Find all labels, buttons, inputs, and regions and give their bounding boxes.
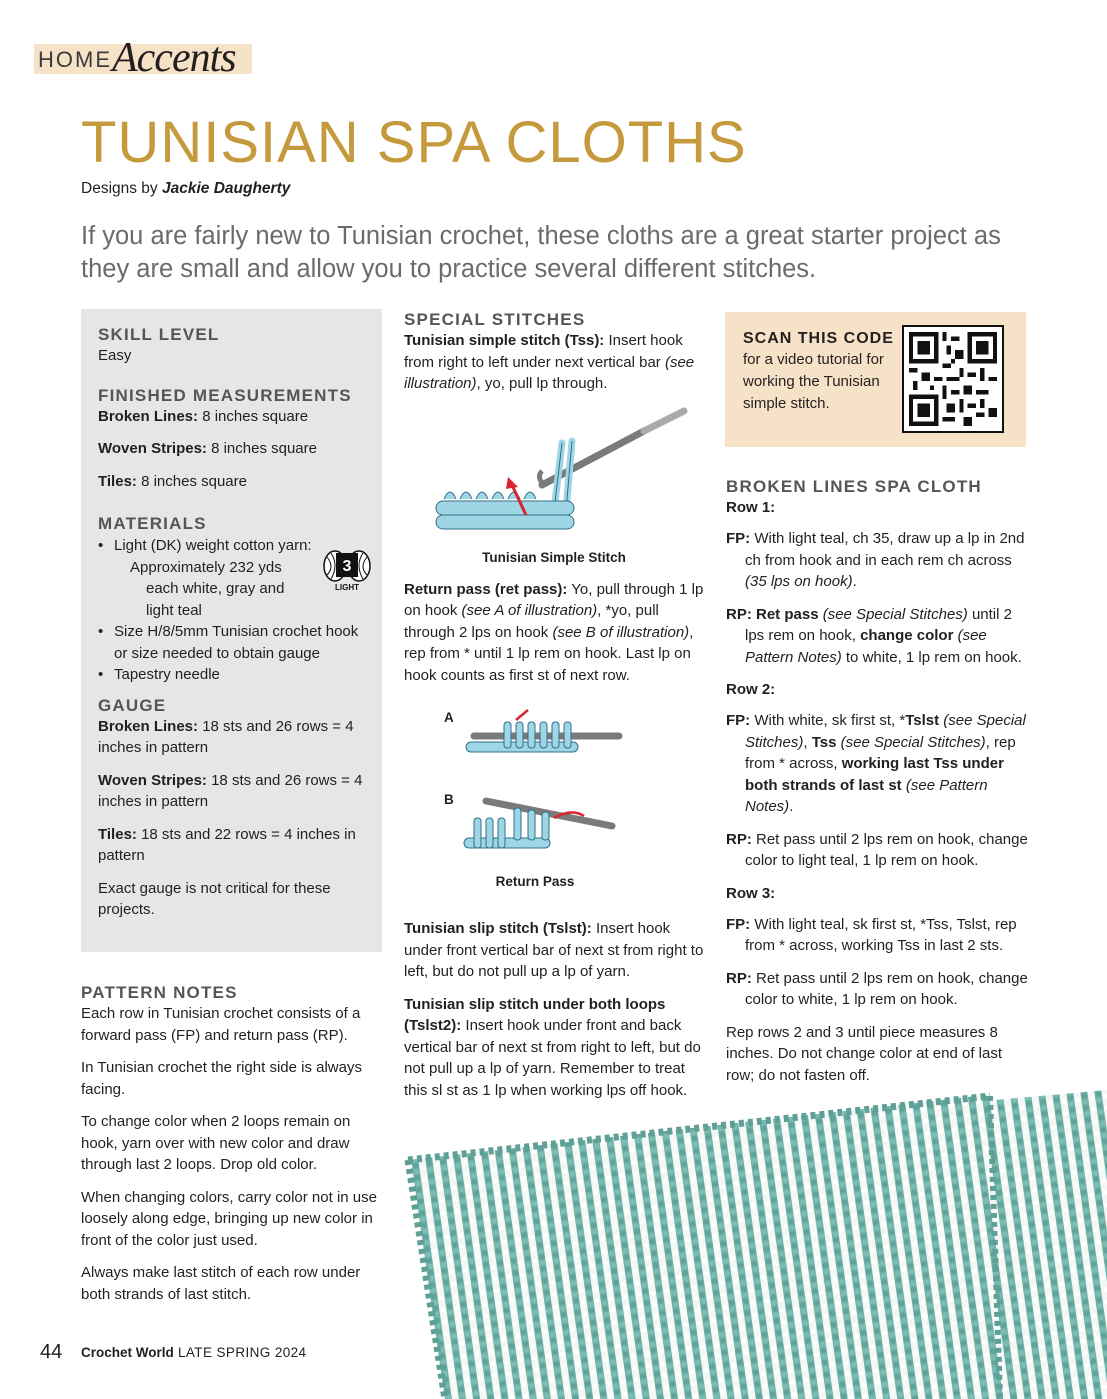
pass-text: , rep from * across, bbox=[745, 733, 1016, 772]
ret-illustration bbox=[404, 706, 704, 918]
cloth-photo bbox=[400, 1080, 1107, 1399]
section-home-label: HOME bbox=[38, 47, 112, 72]
page-number: 44 bbox=[40, 1341, 63, 1363]
repeat-instruction: Rep rows 2 and 3 until piece measures 8 inches. Do not change color at end of last row; do not fasten off. bbox=[726, 1023, 1003, 1084]
tss-caption: Tunisian Simple Stitch bbox=[482, 549, 626, 565]
gauge-value: 18 sts and 26 rows = 4 inches in pattern bbox=[98, 771, 363, 810]
note-paragraph: When changing colors, carry color not in use loosely along edge, bringing up new color in front of the color just used. bbox=[81, 1188, 377, 1249]
stitch-ref: (see B of illustration) bbox=[552, 623, 690, 641]
ret-label-b: B bbox=[444, 792, 454, 807]
pass-text: With light teal, ch 35, draw up a lp in 2nd ch from hook and in each rem ch across bbox=[745, 530, 1025, 569]
gauge-item bbox=[98, 716, 366, 759]
stitch-text: Insert hook under front vertical bar of next st from right to left, but do not pull up a lp of yarn. bbox=[404, 920, 704, 980]
pass-text: Ret pass until 2 lps rem on hook, change color to white, 1 lp rem on hook. bbox=[745, 969, 1028, 1008]
gauge-heading: GAUGE bbox=[98, 695, 167, 715]
pass-text: Ret pass until 2 lps rem on hook, change color to light teal, 1 lp rem on hook. bbox=[745, 830, 1028, 869]
ret-definition bbox=[404, 579, 704, 687]
hook-line: or size needed to obtain gauge bbox=[114, 644, 320, 662]
measurement-item bbox=[98, 471, 366, 493]
row-1-rp bbox=[726, 604, 1028, 669]
measurements-heading: FINISHED MEASUREMENTS bbox=[98, 385, 352, 405]
stitch-text: , yo, pull lp through. bbox=[476, 375, 608, 392]
pass-ref: (see Special Stitches) bbox=[745, 712, 1026, 751]
designer-prefix: Designs by bbox=[81, 180, 162, 197]
pass-label: RP: bbox=[726, 969, 752, 987]
yarn-weight-number: 3 bbox=[342, 558, 352, 575]
pass-bold: Tslst bbox=[905, 712, 940, 729]
pass-bold: Tss bbox=[811, 733, 837, 751]
row-3-fp bbox=[726, 914, 1028, 957]
stitch-ref: (see illustration) bbox=[404, 353, 695, 392]
pass-ref: (see Special Stitches) bbox=[836, 733, 986, 751]
measurement-value: 8 inches square bbox=[206, 440, 317, 457]
row-2-heading: Row 2: bbox=[726, 681, 776, 698]
tss-illustration bbox=[404, 403, 704, 558]
note-paragraph: To change color when 2 loops remain on hook, yarn over with new color and draw through last 2 loops. Drop old color. bbox=[81, 1113, 351, 1173]
special-stitches bbox=[404, 310, 704, 1101]
yarn-line: • Light (DK) weight cotton yarn: bbox=[114, 537, 312, 554]
list-item bbox=[98, 621, 366, 664]
pass-text: until 2 lps rem on hook, bbox=[745, 605, 1012, 644]
gauge-label: Broken Lines: bbox=[98, 717, 199, 735]
ret-label-a: A bbox=[444, 710, 454, 725]
row-1-fp bbox=[726, 528, 1028, 593]
stitch-term: Tunisian slip stitch (Tslst): bbox=[404, 920, 592, 937]
broken-lines-section bbox=[726, 477, 1028, 1086]
magazine-name: Crochet World bbox=[81, 1345, 174, 1360]
stitch-term: Tunisian simple stitch (Tss): bbox=[404, 332, 605, 349]
hook-line: • Size H/8/5mm Tunisian crochet hook bbox=[114, 623, 359, 640]
measurement-value: 8 inches square bbox=[198, 407, 309, 425]
broken-lines-heading: BROKEN LINES SPA CLOTH bbox=[726, 477, 982, 496]
yarn-line: Approximately 232 yds bbox=[130, 558, 282, 576]
measurement-label: Broken Lines: bbox=[98, 407, 199, 425]
stitch-text: , rep from * until 1 lp rem on hook. Last lp on hook counts as first st of next row. bbox=[404, 623, 694, 684]
designer-name: Jackie Daugherty bbox=[161, 180, 291, 197]
tss-definition bbox=[404, 330, 704, 395]
pass-text: . bbox=[789, 798, 794, 815]
stitch-term: Tunisian slip stitch under both loops (Tslst2): bbox=[404, 995, 666, 1034]
skill-level-value: Easy bbox=[98, 347, 132, 364]
stitch-text: , *yo, pull through 2 lps on hook bbox=[404, 602, 659, 641]
gauge-item bbox=[98, 824, 366, 867]
measurement-label: Tiles: bbox=[98, 472, 137, 490]
skill-level-heading: SKILL LEVEL bbox=[98, 325, 220, 344]
intro-text: If you are fairly new to Tunisian crochet, these cloths are a great starter project as they are small and allow you to practice several different stitches. bbox=[81, 222, 1001, 283]
qr-box bbox=[725, 312, 1026, 447]
section-accents-label: Accents bbox=[112, 35, 236, 81]
row-3-rp bbox=[726, 968, 1028, 1011]
ret-diagram bbox=[404, 706, 704, 886]
pass-ref: (see Pattern Notes) bbox=[745, 627, 987, 666]
pass-label: FP: bbox=[726, 915, 751, 933]
yarn-line: each white, gray and bbox=[146, 580, 285, 597]
note-paragraph: Each row in Tunisian crochet consists of a forward pass (FP) and return pass (RP). bbox=[81, 1005, 361, 1044]
pass-ref: (see Pattern Notes) bbox=[745, 776, 988, 815]
yarn-weight-icon bbox=[321, 545, 373, 597]
stitch-ref: (see A of illustration) bbox=[461, 602, 598, 619]
info-box bbox=[81, 309, 382, 952]
gauge-label: Tiles: bbox=[98, 825, 137, 843]
note-paragraph: In Tunisian crochet the right side is always facing. bbox=[81, 1059, 362, 1098]
note-paragraph: Always make last stitch of each row under both strands of last stitch. bbox=[81, 1264, 361, 1303]
gauge-label: Woven Stripes: bbox=[98, 771, 207, 789]
pass-text: . bbox=[852, 573, 857, 590]
pattern-notes bbox=[81, 983, 381, 1316]
row-3-heading: Row 3: bbox=[726, 884, 776, 902]
stitch-text: Insert hook from right to left under next vertical bar bbox=[404, 332, 683, 371]
gauge-value: 18 sts and 22 rows = 4 inches in pattern bbox=[98, 825, 356, 864]
pass-ref: (see Special Stitches) bbox=[818, 605, 968, 623]
row-2-fp bbox=[726, 710, 1028, 818]
measurement-item bbox=[98, 406, 366, 428]
pass-bold: working last Tss under both strands of last st bbox=[745, 755, 1004, 794]
pass-bold: change color bbox=[860, 627, 954, 644]
measurement-label: Woven Stripes: bbox=[98, 440, 207, 457]
pass-label: RP: bbox=[726, 830, 752, 848]
pass-label: FP: bbox=[726, 712, 751, 729]
pass-bold: Ret pass bbox=[751, 605, 819, 623]
pass-label: FP: bbox=[726, 530, 751, 547]
stitch-text: Yo, pull through 1 lp on hook bbox=[404, 580, 704, 619]
row-2-rp bbox=[726, 829, 1028, 872]
issue-date: LATE SPRING 2024 bbox=[178, 1345, 307, 1360]
measurement-value: 8 inches square bbox=[136, 472, 247, 490]
tslst-definition bbox=[404, 918, 704, 983]
stitch-term: Return pass (ret pass): bbox=[404, 580, 568, 598]
qr-text: for a video tutorial for working the Tunisian simple stitch. bbox=[743, 351, 884, 412]
qr-title: SCAN THIS CODE bbox=[743, 330, 894, 347]
yarn-weight-label: LIGHT bbox=[335, 583, 359, 592]
pass-text: With white, sk first st, * bbox=[750, 712, 906, 729]
gauge-note: Exact gauge is not critical for these projects. bbox=[98, 879, 331, 918]
ret-caption: Return Pass bbox=[495, 874, 575, 889]
row-1-heading: Row 1: bbox=[726, 499, 776, 516]
measurement-item bbox=[98, 438, 366, 460]
designer-credit bbox=[81, 180, 290, 198]
yarn-line: light teal bbox=[146, 601, 202, 619]
pattern-notes-heading: PATTERN NOTES bbox=[81, 983, 238, 1002]
pass-text: to white, 1 lp rem on hook. bbox=[841, 648, 1022, 666]
special-stitches-heading: SPECIAL STITCHES bbox=[404, 310, 586, 329]
pass-text: With light teal, sk first st, *Tss, Tslst, rep from * across, working Tss in last 2 sts. bbox=[745, 915, 1017, 954]
pass-text: , bbox=[803, 733, 812, 751]
materials-heading: MATERIALS bbox=[98, 514, 207, 533]
pass-note: (35 lps on hook) bbox=[745, 573, 853, 590]
gauge-item bbox=[98, 770, 366, 813]
qr-code-icon[interactable] bbox=[902, 325, 1004, 433]
page-title: TUNISIAN SPA CLOTHS bbox=[81, 110, 747, 175]
pass-label: RP: bbox=[726, 605, 752, 623]
gauge-value: 18 sts and 26 rows = 4 inches in pattern bbox=[98, 717, 354, 756]
list-item: • Tapestry needle bbox=[98, 664, 366, 686]
stitch-text: Insert hook under front and back vertical bar of next st from right to left, but do not pull up a lp of yarn. Remember to treat this sl st as 1 lp when working lps off hook. bbox=[404, 1017, 701, 1099]
